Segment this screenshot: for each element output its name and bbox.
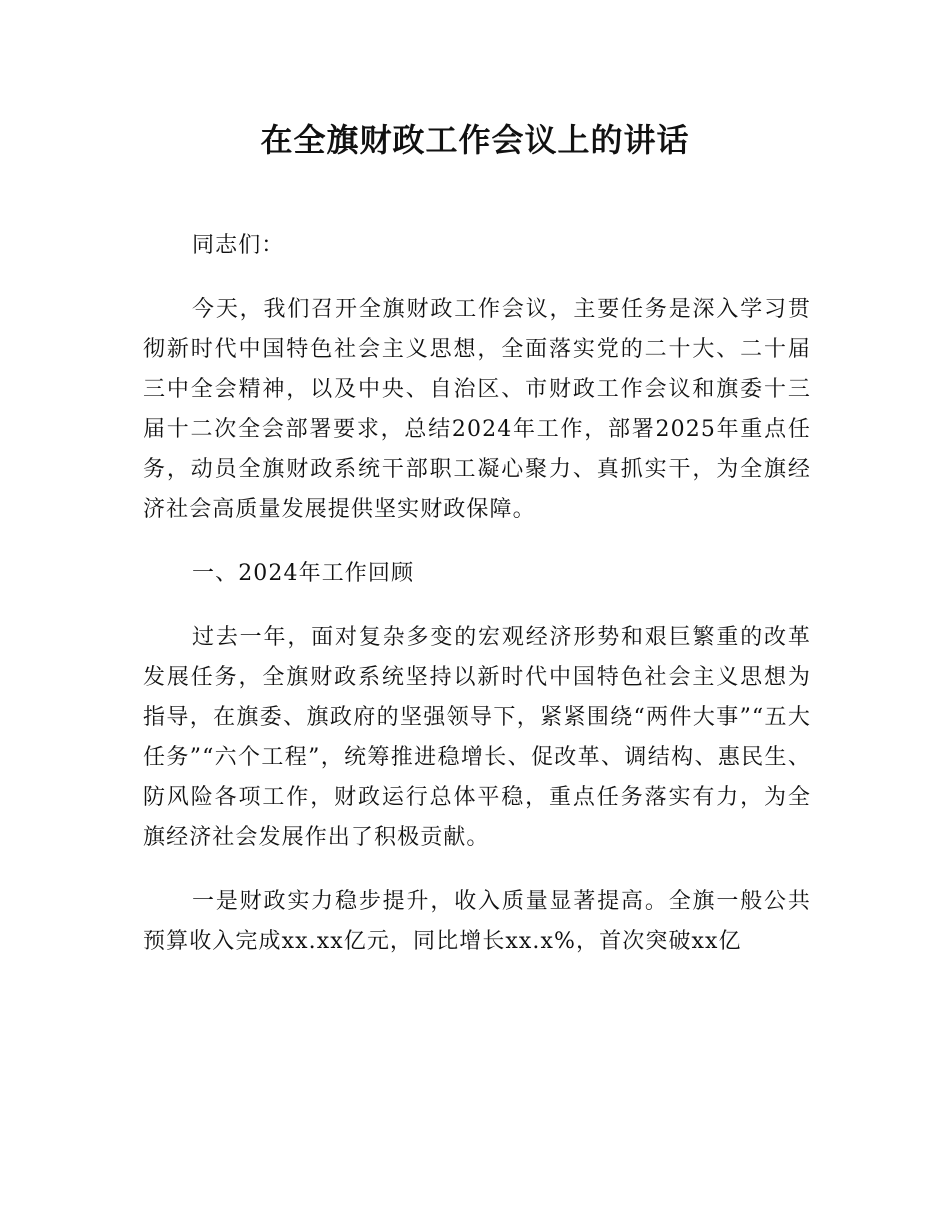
salutation: 同志们： xyxy=(192,233,285,258)
document-body xyxy=(143,226,811,962)
review-paragraph: 过去一年，面对复杂多变的宏观经济形势和艰巨繁重的改革发展任务，全旗财政系统坚持以新时代中国特色社会主义思想为指导，在旗委、旗政府的坚强领导下，紧紧围绕“两件大事”“五大任务”“六个工程”，统筹推进稳增长、促改革、调结构、惠民生、防风险各项工作，财政运行总体平稳，重点任务落实有力，为全旗经济社会发展作出了积极贡献。 xyxy=(143,625,811,850)
document-title: 在全旗财政工作会议上的讲话 xyxy=(260,121,690,159)
revenue-paragraph: 一是财政实力稳步提升，收入质量显著提高。全旗一般公共预算收入完成xx.xx亿元，同比增长xx.x%，首次突破xx亿 xyxy=(143,889,811,954)
intro-paragraph: 今天，我们召开全旗财政工作会议，主要任务是深入学习贯彻新时代中国特色社会主义思想，全面落实党的二十大、二十届三中全会精神，以及中央、自治区、市财政工作会议和旗委十三届十二次全会部署要求，总结2024年工作，部署2025年重点任务，动员全旗财政系统干部职工凝心聚力、真抓实干，为全旗经济社会高质量发展提供坚实财政保障。 xyxy=(143,297,811,522)
section-heading: 一、2024年工作回顾 xyxy=(192,561,415,586)
